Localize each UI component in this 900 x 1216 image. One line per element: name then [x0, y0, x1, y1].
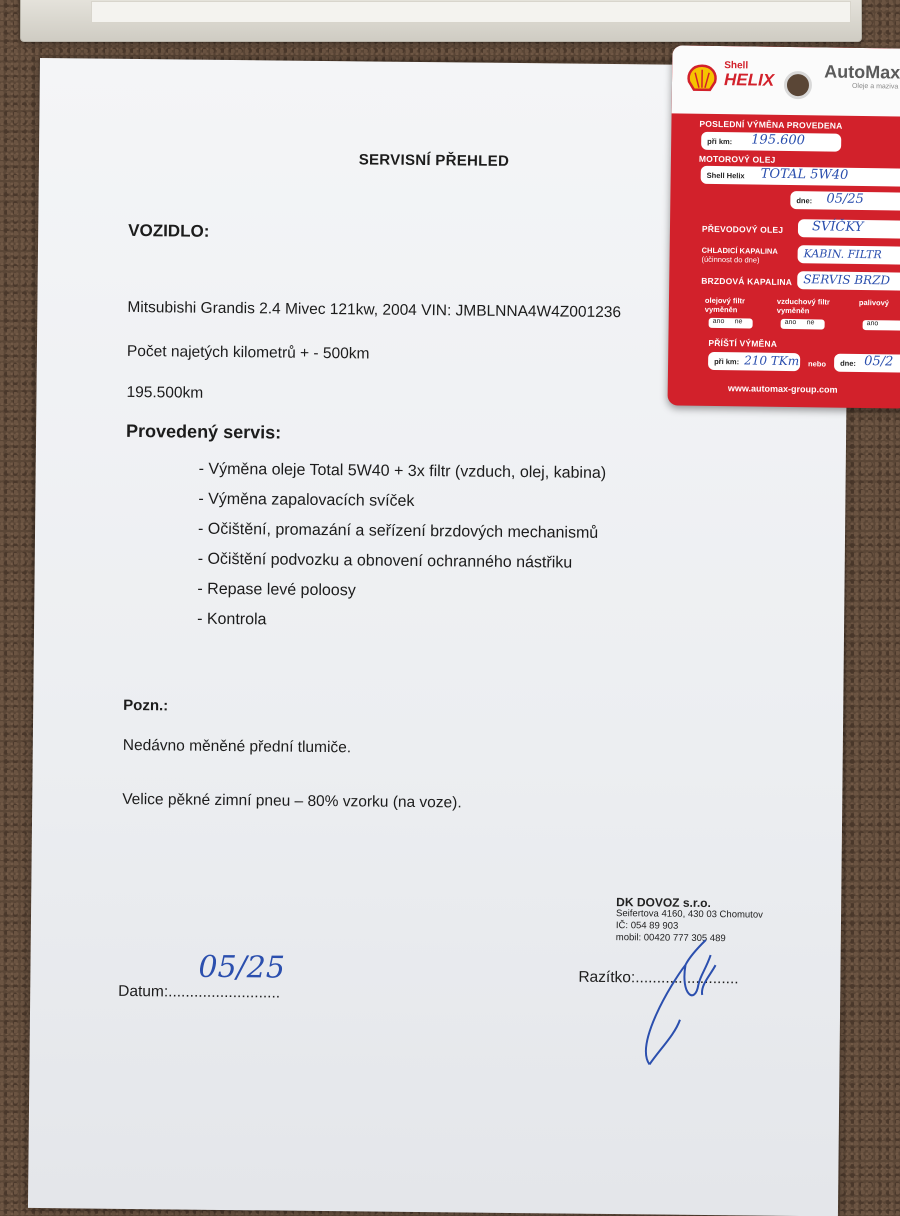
tag-coolant-sub: (účinnost do dne)	[701, 254, 760, 265]
signature-icon	[629, 924, 741, 1075]
automax-subtitle: Oleje a maziva	[851, 82, 899, 91]
tag-brake-box	[797, 271, 900, 291]
tag-next-km-value: 210 TKm	[744, 353, 800, 369]
tag-coolant-label: CHLADICÍ KAPALINA	[701, 245, 778, 256]
tag-coolant-box	[797, 245, 900, 265]
service-item: - Repase levé poloosy	[197, 580, 356, 600]
tag-date-value: 05/25	[826, 191, 864, 208]
tag-next-date-value: 05/2	[864, 354, 894, 370]
tag-header	[672, 45, 900, 116]
stamp-ic: IČ: 054 89 903	[615, 920, 679, 932]
tag-date-box	[790, 191, 900, 211]
service-tag	[667, 45, 900, 408]
tag-oil-filter-choice	[709, 318, 753, 329]
date-label: Datum:..........................	[118, 982, 281, 1002]
stamp-address: Seifertova 4160, 430 03 Chomutov	[616, 908, 763, 921]
tag-fuel-filter-choice	[863, 320, 900, 331]
note-line: Velice pěkné zimní pneu – 80% vzorku (na voze).	[122, 790, 462, 812]
tag-brand-main: HELIX	[723, 70, 775, 90]
tag-ano: ano	[866, 320, 879, 328]
tag-gear-value: SVÍČKY	[811, 219, 864, 236]
stamp-mobile: mobil: 00420 777 305 489	[615, 932, 726, 945]
plastic-sleeve	[20, 0, 862, 42]
tag-brake: BRZDOVÁ KAPALINA	[701, 275, 793, 288]
tag-km-box	[701, 132, 841, 152]
tag-next-change: PŘÍŠTÍ VÝMĚNA	[708, 337, 778, 349]
tag-brand-top: Shell	[724, 60, 749, 72]
tag-gear-oil: PŘEVODOVÝ OLEJ	[701, 223, 784, 235]
tag-last-change: POSLEDNÍ VÝMĚNA PROVEDENA	[699, 118, 843, 131]
tag-or: nebo	[808, 359, 827, 369]
vehicle-line: Mitsubishi Grandis 2.4 Mivec 121kw, 2004 VIN: JMBLNNA4W4Z001236	[127, 298, 622, 322]
tag-oil-value: TOTAL 5W40	[760, 166, 849, 183]
tag-ne: ne	[806, 319, 815, 327]
tag-oil-box	[701, 166, 900, 187]
tag-coolant-value: KABIN. FILTR	[803, 247, 882, 262]
automax-logo: AutoMax	[824, 61, 900, 83]
stamp-label: Razítko:........................	[578, 968, 739, 988]
tag-air-filter: vzduchový filtr vyměněn	[776, 296, 830, 316]
tag-ano: ano	[712, 317, 725, 326]
tag-air-filter-choice	[781, 319, 825, 330]
document-title: SERVISNÍ PŘEHLED	[358, 151, 510, 170]
shell-logo-icon	[686, 64, 718, 94]
stamp-company: DK DOVOZ s.r.o.	[616, 895, 711, 911]
tag-next-km-label: při km:	[714, 356, 740, 367]
tag-km-label: při km:	[707, 136, 733, 147]
tag-coolant	[701, 246, 777, 265]
tag-brake-value: SERVIS BRZD	[803, 272, 891, 288]
tag-ano: ano	[784, 318, 797, 327]
service-item: - Výměna oleje Total 5W40 + 3x filtr (vzduch, olej, kabina)	[198, 460, 607, 482]
tag-next-date-box	[834, 354, 900, 373]
notes-heading: Pozn.:	[123, 696, 169, 715]
tag-oil-filter: olejový filtr vyměněn	[704, 295, 746, 315]
km-value: 195.500km	[126, 383, 204, 402]
tag-ne: ne	[734, 318, 743, 326]
tag-url: www.automax-group.com	[727, 383, 838, 395]
tag-fuel-filter: palivový	[858, 297, 890, 308]
service-item: - Očištění, promazání a seřízení brzdových mechanismů	[197, 520, 599, 542]
km-note: Počet najetých kilometrů + - 500km	[126, 342, 370, 363]
tag-gear-box	[798, 219, 900, 239]
tag-hole	[784, 71, 812, 99]
tag-km-value: 195.600	[751, 132, 806, 149]
sleeve-insert	[91, 1, 851, 23]
handwritten-date: 05/25	[198, 949, 286, 986]
tag-date-label: dne:	[796, 196, 813, 206]
service-item: - Výměna zapalovacích svíček	[198, 490, 415, 510]
tag-next-date-label: dne:	[840, 358, 857, 368]
service-item: - Očištění podvozku a obnovení ochranného nástřiku	[197, 550, 573, 572]
vehicle-heading: VOZIDLO:	[128, 220, 210, 241]
note-line: Nedávno měněné přední tlumiče.	[122, 736, 352, 757]
services-list	[197, 458, 606, 642]
service-item: - Kontrola	[197, 610, 267, 629]
tag-next-km-box	[708, 352, 800, 371]
tag-shell-helix: Shell Helix	[706, 170, 745, 181]
tag-engine-oil: MOTOROVÝ OLEJ	[698, 153, 776, 165]
services-heading: Provedený servis:	[125, 420, 282, 443]
